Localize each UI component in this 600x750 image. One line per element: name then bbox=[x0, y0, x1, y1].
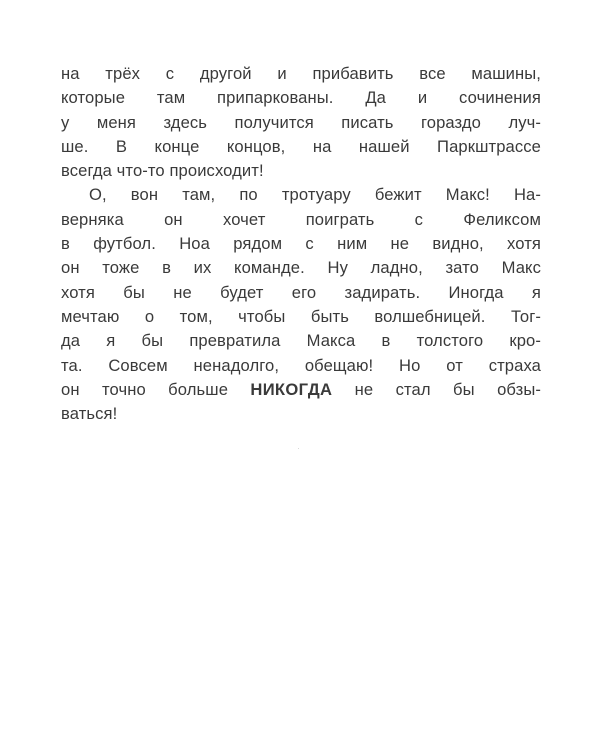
text-line bbox=[61, 378, 541, 402]
text-line: да я бы превратила Макса в толстого кро- bbox=[61, 331, 541, 351]
text-line: на трёх с другой и прибавить все машины, bbox=[61, 64, 541, 83]
text-line: всегда что-то происходит! bbox=[61, 161, 264, 181]
print-speck bbox=[298, 448, 299, 449]
text-segment: он точно больше bbox=[61, 379, 251, 399]
paragraph-1 bbox=[61, 62, 541, 183]
text-line: в футбол. Ноа рядом с ним не видно, хотя bbox=[61, 234, 541, 254]
emphasized-word: НИКОГДА bbox=[250, 379, 333, 399]
text-line: та. Совсем ненадолго, обещаю! Но от страха bbox=[61, 355, 541, 375]
text-segment: не стал бы обзы- bbox=[332, 379, 541, 399]
text-line: ваться! bbox=[61, 404, 118, 424]
text-line: которые там припаркованы. Да и сочинения bbox=[61, 88, 541, 108]
text-line: хотя бы не будет его задирать. Иногда я bbox=[61, 282, 541, 302]
text-line: О, вон там, по тротуару бежит Макс! На- bbox=[89, 185, 541, 205]
text-line: мечтаю о том, чтобы быть волшебницей. Тог- bbox=[61, 306, 541, 326]
paragraph-2 bbox=[61, 183, 541, 426]
text-line: у меня здесь получится писать гораздо луч- bbox=[61, 112, 541, 132]
text-line: ше. В конце концов, на нашей Паркштрассе bbox=[61, 136, 541, 156]
page-text bbox=[61, 62, 541, 426]
text-line: верняка он хочет поиграть с Феликсом bbox=[61, 209, 541, 229]
text-line: он тоже в их команде. Ну ладно, зато Макс bbox=[61, 258, 541, 278]
